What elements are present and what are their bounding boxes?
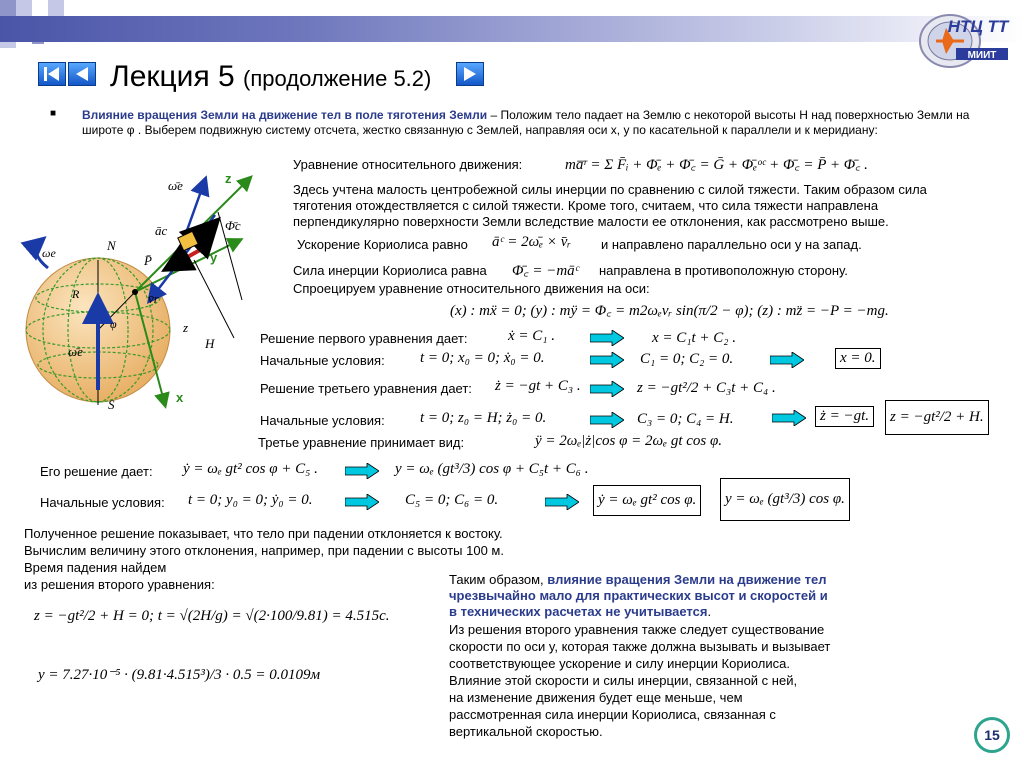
slide-title: [110, 60, 431, 94]
intro-paragraph: [82, 108, 982, 138]
first-slide-button[interactable]: [38, 62, 66, 86]
label-omega-inner: ω̄e: [68, 344, 83, 359]
init-y-eq: t = 0; y₀ = 0; ẏ₀ = 0.: [188, 492, 313, 508]
header-gradient-bar: [0, 16, 1024, 42]
label-vr: v̄r: [148, 291, 159, 306]
init1-eq: t = 0; x₀ = 0; ẋ₀ = 0.: [420, 350, 545, 366]
bullet-marker: ■: [50, 108, 57, 119]
label-phi: φ: [110, 317, 117, 331]
inertia-after: направлена в противоположную сторону.: [599, 263, 848, 278]
arrow-right-icon: [772, 410, 806, 426]
init-y-box2: y = ωₑ (gt³/3) cos φ.: [720, 478, 850, 521]
skip-back-icon: [39, 63, 65, 85]
init3-box1: ż = −gt.: [815, 406, 874, 427]
concl-line4: Из решения второго уравнения также следует существование: [449, 622, 825, 637]
concl-line2: чрезвычайно мало для практических высот и скоростей и: [449, 588, 828, 603]
concl-line5: скорости по оси y, которая также должна вызывать и вызывает: [449, 639, 831, 654]
earth-diagram: [20, 160, 270, 420]
sol3-res: z = −gt²/2 + C₃t + C₄ .: [637, 380, 776, 396]
arrow-right-icon: [590, 381, 624, 397]
arrow-right-icon: [545, 494, 579, 510]
init3-res: C₃ = 0; C₄ = H.: [637, 411, 734, 427]
label-y-axis: y: [210, 250, 218, 265]
concl-line7: Влияние этой скорости и силы инерции, связанной с ней,: [449, 673, 798, 688]
arrow-left-icon: [69, 63, 95, 85]
coriolis-label: Ускорение Кориолиса равно: [297, 237, 468, 252]
init1-label: Начальные условия:: [260, 353, 385, 368]
intro-highlight: Влияние вращения Земли на движение тел в поле тяготения Земли: [82, 108, 488, 122]
result-line3: Время падения найдем: [24, 560, 167, 575]
sol3-label: Решение третьего уравнения дает:: [260, 381, 472, 396]
title-sub: (продолжение 5.2): [243, 66, 432, 91]
label-x-axis: x: [176, 390, 184, 405]
deco-square: [48, 0, 64, 16]
para1-line3: перпендикулярно поверхности Земли вследствие малости ее отклонения, как рассмотрено выше.: [293, 214, 889, 229]
result-line4: из решения второго уравнения:: [24, 577, 215, 592]
eq-rel: ma̅ʳ = Σ F̄ᵢ + Φ̄ₑ + Φ̄꜀ = Ḡ + Φ̄ₑᵒᶜ + Φ̄꜀ = P̄ + Φ̄꜀ .: [565, 157, 868, 173]
label-south: S: [108, 397, 115, 412]
init-y-res: C₅ = 0; C₆ = 0.: [405, 492, 499, 508]
label-north: N: [107, 238, 116, 253]
label-z-axis: z: [225, 171, 232, 186]
concl-line3: [449, 604, 711, 620]
sol-y-eq: ẏ = ωₑ gt² cos φ + C₅ .: [183, 461, 318, 477]
label-height: H: [205, 336, 215, 351]
label-ac: āc: [155, 223, 168, 238]
arrow-right-icon: [345, 494, 379, 510]
sol-y-label: Его решение дает:: [40, 464, 153, 479]
concl-line1b: влияние вращения Земли на движение тел: [547, 572, 827, 587]
eq-rel-label: Уравнение относительного движения:: [293, 157, 523, 172]
concl-line1: [449, 572, 826, 588]
project-text: Спроецируем уравнение относительного движения на оси:: [293, 281, 650, 296]
arrow-right-icon: [770, 352, 804, 368]
deco-square: [16, 0, 32, 16]
sol-y-res: y = ωₑ (gt³/3) cos φ + C₅t + C₆ .: [395, 461, 589, 477]
next-slide-button[interactable]: [456, 62, 484, 86]
init-y-box1: ẏ = ωₑ gt² cos φ.: [593, 485, 701, 516]
calc-t: z = −gt²/2 + H = 0; t = √(2H/g) = √(2·100/9.81) = 4.515c.: [34, 608, 390, 624]
init3-label: Начальные условия:: [260, 413, 385, 428]
calc-y: y = 7.27·10⁻⁵ · (9.81·4.515³)/3 · 0.5 = 0.0109м: [38, 667, 321, 683]
label-omega-top: ω̄e: [168, 178, 183, 193]
svg-text:НТЦ ТТ: НТЦ ТТ: [947, 17, 1009, 36]
init-y-label: Начальные условия:: [40, 495, 165, 510]
third-eq: ÿ = 2ωₑ|ż|cos φ = 2ωₑ gt cos φ.: [535, 433, 723, 449]
deco-square: [0, 0, 16, 16]
result-line1: Полученное решение показывает, что тело при падении отклоняется к востоку.: [24, 526, 503, 541]
init1-res: C₁ = 0; C₂ = 0.: [640, 351, 734, 367]
sol1-label: Решение первого уравнения дает:: [260, 331, 468, 346]
concl-line10: вертикальной скоростью.: [449, 724, 603, 739]
intro-text: – Положим тело падает на Землю с некоторой высоты H над поверхностью Земли на широте φ . Выберем подвижную систему отсчета, жестко связанную с Землей, направляя оси x, y по касательной к параллели и к меридиану:: [82, 108, 970, 137]
coriolis-after: и направлено параллельно оси y на запад.: [601, 237, 862, 252]
concl-line1a: Таким образом,: [449, 572, 548, 587]
concl-line3b: .: [707, 604, 712, 619]
para1-line2: тяготения отождествляется с силой тяжести. Кроме того, считаем, что сила тяжести направлена: [293, 198, 879, 213]
arrow-right-icon: [590, 352, 624, 368]
page-number: 15: [974, 717, 1010, 753]
init1-box: x = 0.: [835, 348, 881, 369]
init3-eq: t = 0; z₀ = H; ż₀ = 0.: [420, 410, 547, 426]
prev-slide-button[interactable]: [68, 62, 96, 86]
projection-equations: (x) : mẍ = 0; (y) : mÿ = Φ꜀ = m2ωₑvᵣ sin(π/2 − φ); (z) : mz̈ = −P = −mg.: [450, 303, 889, 319]
origin-point: [132, 289, 138, 295]
arrow-right-icon: [590, 412, 624, 428]
label-p: P̄: [144, 253, 152, 268]
inertia-label: Сила инерции Кориолиса равна: [293, 263, 487, 278]
arrow-right-icon: [590, 330, 624, 346]
label-z: z: [183, 320, 189, 335]
arrow-right-icon: [457, 63, 483, 85]
ntc-logo: [916, 8, 1012, 70]
p-arrow: [168, 250, 200, 268]
title-main: Лекция 5: [110, 60, 235, 93]
z-dim-line: [194, 260, 234, 338]
sol3-eq: ż = −gt + C₃ .: [495, 378, 581, 394]
inertia-eq: Φ̄꜀ = −māᶜ: [512, 263, 579, 279]
concl-line9: рассмотренная сила инерции Кориолиса, связанная с: [449, 707, 776, 722]
init3-box2: z = −gt²/2 + H.: [885, 400, 989, 435]
coriolis-eq: āᶜ = 2ω̄ₑ × v̄ᵣ: [492, 234, 572, 250]
label-phi-c: Φ̄c: [225, 218, 241, 233]
arrow-right-icon: [345, 463, 379, 479]
para1-line1: Здесь учтена малость центробежной силы инерции по сравнению с силой тяжести. Таким образом сила: [293, 182, 927, 197]
sol1-eq: ẋ = C₁ .: [508, 328, 555, 344]
concl-line6: соответствующее ускорение и силу инерции Кориолиса.: [449, 656, 790, 671]
third-label: Третье уравнение принимает вид:: [258, 435, 465, 450]
concl-line8: на изменение движения будет еще меньше, чем: [449, 690, 743, 705]
result-line2: Вычислим величину этого отклонения, например, при падении с высоты 100 м.: [24, 543, 504, 558]
sol1-res: x = C₁t + C₂ .: [652, 330, 737, 346]
label-omega-left: ωe: [42, 246, 56, 260]
concl-line3a: в технических расчетах не учитывается: [449, 604, 708, 619]
label-radius: R: [72, 287, 80, 301]
svg-text:МИИТ: МИИТ: [967, 50, 997, 61]
